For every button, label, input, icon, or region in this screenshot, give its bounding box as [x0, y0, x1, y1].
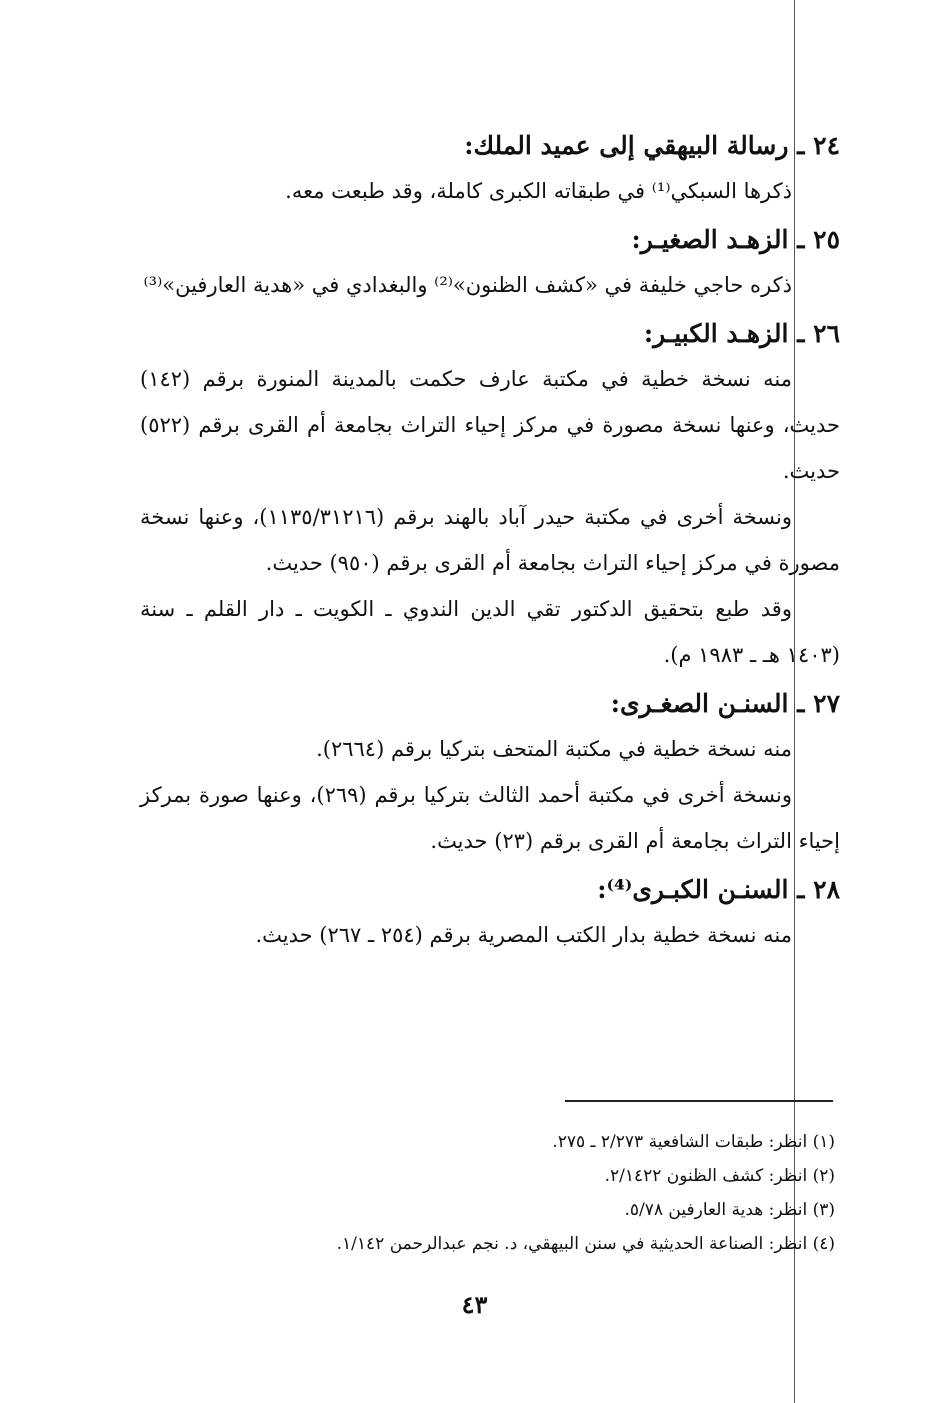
page-number: ٤٣	[461, 1290, 488, 1319]
page-body	[140, 120, 840, 958]
footnote-2: (٢) انظر: كشف الظنون ٢/١٤٢٢.	[604, 1166, 835, 1186]
section-paragraph: ونسخة أخرى في مكتبة حيدر آباد بالهند برقم (١١٣٥/٣١٢١٦)، وعنها نسخة مصورة في مركز إحياء التراث بجامعة أم القرى برقم (٩٥٠) حديث.	[140, 505, 840, 575]
section-28	[140, 868, 840, 958]
section-paragraph: ذكرها السبكي⁽¹⁾ في طبقاته الكبرى كاملة، وقد طبعت معه.	[285, 179, 792, 203]
section-paragraph: ونسخة أخرى في مكتبة أحمد الثالث بتركيا برقم (٢٦٩)، وعنها صورة بمركز إحياء التراث بجامعة أم القرى برقم (٢٣) حديث.	[140, 783, 840, 853]
section-27	[140, 682, 840, 864]
footnote-separator	[565, 1100, 833, 1102]
footnote-4: (٤) انظر: الصناعة الحديثية في سنن البيهقي، د. نجم عبدالرحمن ١/١٤٢.	[336, 1234, 835, 1254]
footnote-1: (١) انظر: طبقات الشافعية ٢/٢٧٣ ـ ٢٧٥.	[552, 1132, 835, 1152]
footnote-3: (٣) انظر: هدية العارفين ٥/٧٨.	[624, 1200, 835, 1220]
section-paragraph: منه نسخة خطية في مكتبة عارف حكمت بالمدينة المنورة برقم (١٤٢) حديث، وعنها نسخة مصورة في مركز إحياء التراث بجامعة أم القرى برقم (٥٢٢) حديث.	[140, 367, 840, 483]
section-heading: ٢٥ ـ الزهـد الصغيـر:	[631, 225, 840, 254]
section-heading: ٢٦ ـ الزهـد الكبيـر:	[643, 319, 840, 348]
section-heading: ٢٨ ـ السنـن الكبـرى⁽⁴⁾:	[597, 875, 840, 904]
section-heading: ٢٤ ـ رسالة البيهقي إلى عميد الملك:	[464, 131, 840, 160]
section-26	[140, 312, 840, 678]
section-paragraph: ذكره حاجي خليفة في «كشف الظنون»⁽²⁾ والبغدادي في «هدية العارفين»⁽³⁾	[143, 273, 792, 297]
section-25	[140, 218, 840, 308]
section-heading: ٢٧ ـ السنـن الصغـرى:	[610, 689, 840, 718]
section-paragraph: منه نسخة خطية بدار الكتب المصرية برقم (٢٥٤ ـ ٢٦٧) حديث.	[255, 923, 792, 947]
section-paragraph: منه نسخة خطية في مكتبة المتحف بتركيا برقم (٢٦٦٤).	[316, 737, 792, 761]
footnotes	[140, 1125, 835, 1261]
section-paragraph: وقد طبع بتحقيق الدكتور تقي الدين الندوي ـ الكويت ـ دار القلم ـ سنة (١٤٠٣ هـ ـ ١٩٨٣ م).	[140, 597, 840, 667]
section-24	[140, 124, 840, 214]
